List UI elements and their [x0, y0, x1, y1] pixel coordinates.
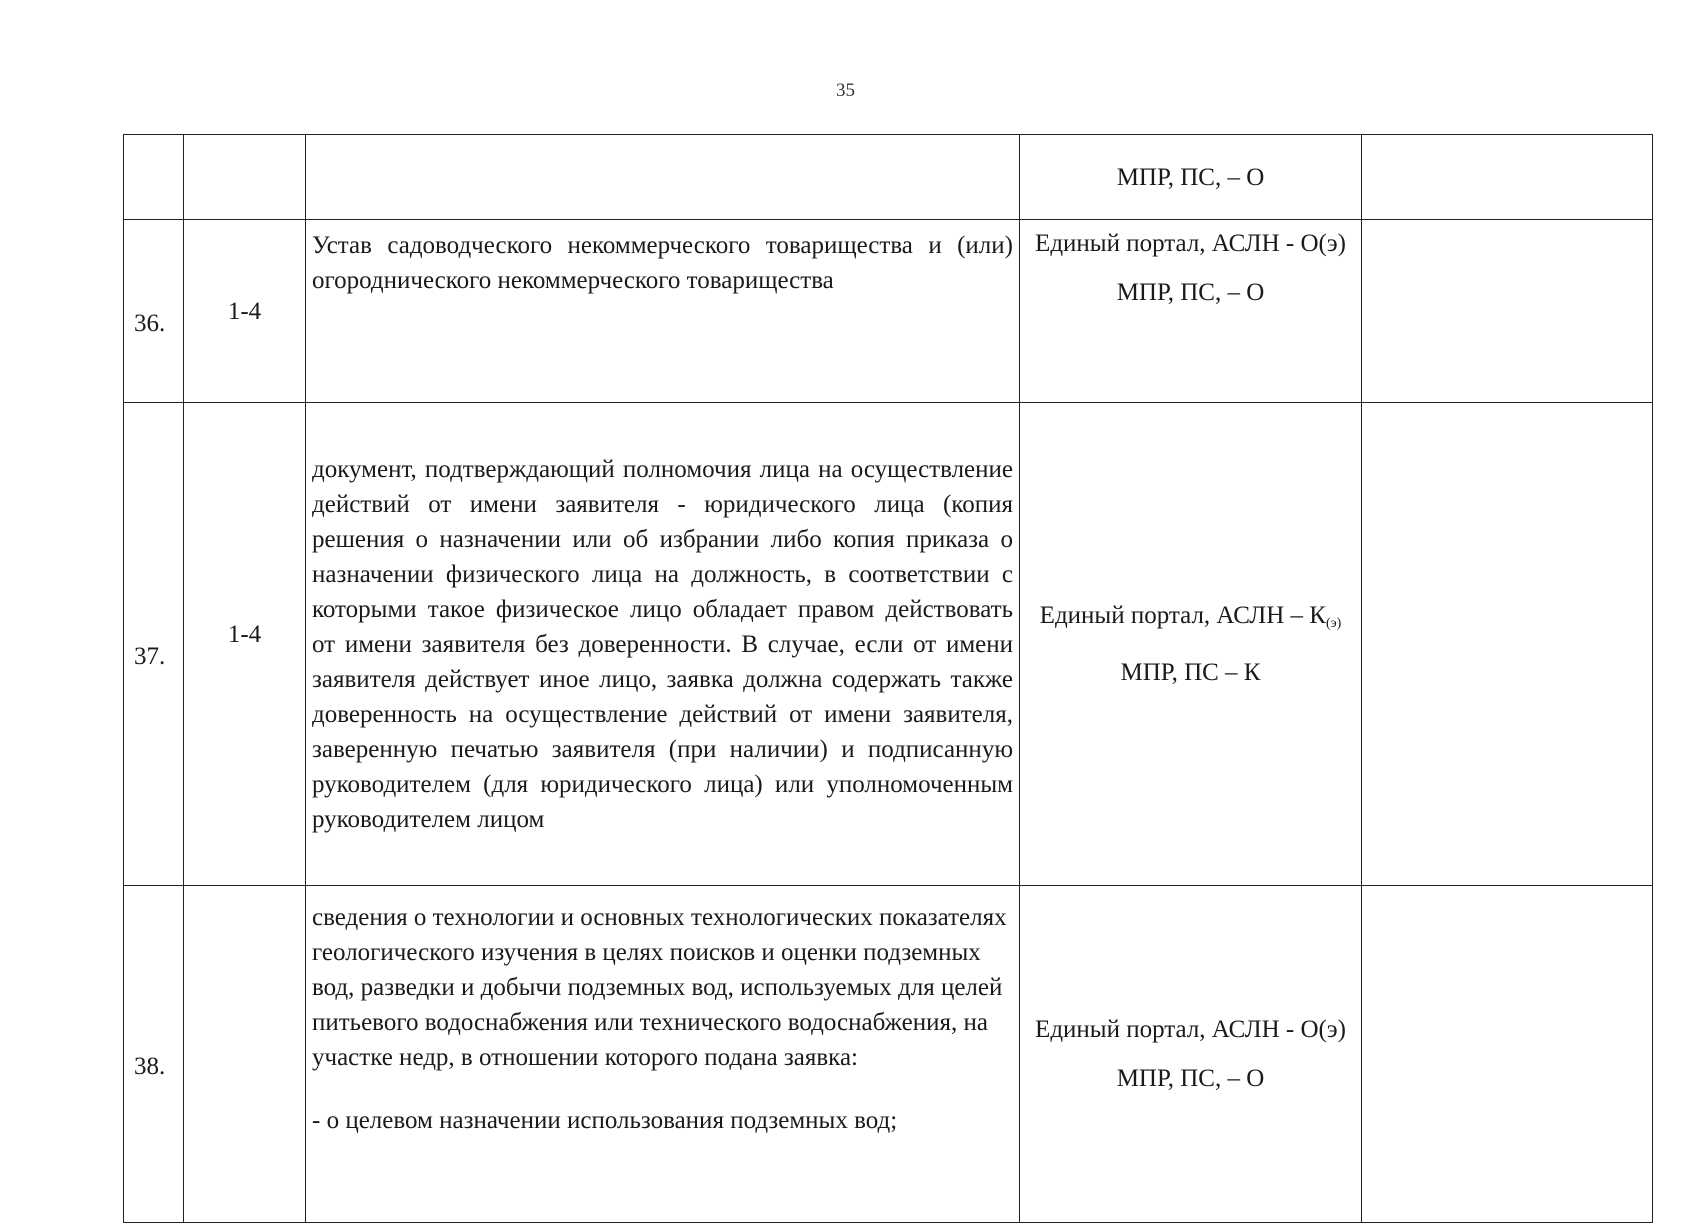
source-line: МПР, ПС, – О [1116, 279, 1265, 306]
source-line: МПР, ПС, – О [1116, 1065, 1265, 1092]
table-row [124, 403, 1653, 886]
source-cell [1020, 135, 1362, 220]
table-row [124, 135, 1653, 220]
category-cell: 1-4 [184, 220, 306, 403]
source-line: МПР, ПС, – О [1116, 163, 1265, 191]
row-number-cell [124, 135, 184, 220]
document-text: документ, подтверждающий полномочия лица на осуществление действий от имени заявителя - юридического лица (копия решения о назначении или об избрании либо копия приказа о назначении физического лица на должность, в соответствии с которыми такое физическое лицо обладает правом действовать от имени заявителя без доверенности. В случае, если от имени заявителя действует иное лицо, заявка должна содержать также доверенность на осуществление действий от имени заявителя, заверенную печатью заявителя (при наличии) и подписанную руководителем (для юридического лица) или уполномоченным руководителем лицом [312, 455, 1013, 833]
note-cell [1362, 220, 1653, 403]
row-number-cell: 36. [124, 220, 184, 403]
document-cell [306, 220, 1020, 403]
table-row [124, 220, 1653, 403]
source-line [1030, 598, 1351, 641]
source-line: МПР, ПС – К [1120, 659, 1261, 686]
note-cell [1362, 886, 1653, 1223]
category-cell [184, 135, 306, 220]
source-line: Единый портал, АСЛН - О(э) [1035, 1016, 1346, 1043]
document-text: сведения о технологии и основных технологических показателях геологического изучения в целях поисков и оценки подземных вод, разведки и добычи подземных вод, используемых для целей питьевого водоснабжения или технического водоснабжения, на участке недр, в отношении которого подана заявка: [312, 904, 1007, 1071]
note-cell [1362, 135, 1653, 220]
source-line: Единый портал, АСЛН - О(э) [1035, 230, 1346, 257]
document-text: Устав садоводческого некоммерческого товарищества и (или) огороднического некоммерческого товарищества [312, 232, 1013, 294]
document-cell [306, 135, 1020, 220]
document-cell [306, 886, 1020, 1223]
row-number-cell: 38. [124, 886, 184, 1223]
category-cell [184, 886, 306, 1223]
source-line-main: Единый портал, АСЛН – К [1039, 602, 1326, 629]
source-line-sub: (э) [1325, 616, 1342, 631]
note-cell [1362, 403, 1653, 886]
source-cell [1020, 403, 1362, 886]
requirements-table [123, 134, 1653, 1223]
source-cell [1020, 220, 1362, 403]
source-cell [1020, 886, 1362, 1223]
row-number-cell: 37. [124, 403, 184, 886]
document-cell [306, 403, 1020, 886]
document-list-item: - о целевом назначении использования подземных вод; [312, 1107, 898, 1134]
table-row [124, 886, 1653, 1223]
page-number: 35 [836, 80, 855, 101]
category-cell: 1-4 [184, 403, 306, 886]
